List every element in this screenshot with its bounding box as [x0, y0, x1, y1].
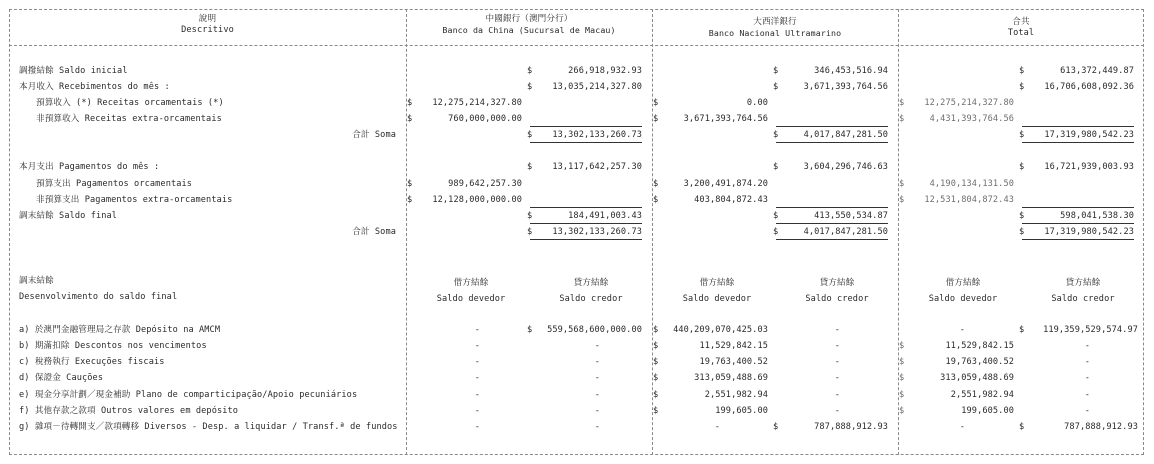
- currency-sign: $: [899, 179, 905, 189]
- col-credor-pt: Saldo credor: [1051, 294, 1115, 304]
- value-bnu-credor: -: [834, 357, 840, 367]
- value-boc-devedor: -: [474, 373, 480, 383]
- value-total-pag-orc: 4,190,134,131.50: [929, 179, 1014, 189]
- value-boc-receitas-orc: 12,275,214,327.80: [432, 98, 522, 108]
- currency-sign: $: [1019, 130, 1025, 140]
- sum-rule: [1022, 126, 1134, 127]
- value-bnu-receitas-orc: 0.00: [746, 98, 768, 108]
- value-boc-recebimentos: 13,035,214,327.80: [552, 82, 642, 92]
- value-bnu-devedor: -: [714, 422, 720, 432]
- currency-sign: $: [773, 66, 779, 76]
- currency-sign: $: [899, 373, 905, 383]
- value-boc-devedor: -: [474, 390, 480, 400]
- currency-sign: $: [1019, 422, 1025, 432]
- header-total-zh: 合共: [1012, 17, 1030, 27]
- value-boc-credor: -: [594, 357, 600, 367]
- value-total-devedor: -: [959, 422, 965, 432]
- col-devedor-pt: Saldo devedor: [682, 294, 752, 304]
- value-boc-credor: -: [594, 406, 600, 416]
- value-total-saldo-final: 598,041,538.30: [1060, 211, 1134, 221]
- value-bnu-devedor: 2,551,982.94: [704, 390, 768, 400]
- value-total-credor: -: [1084, 341, 1090, 351]
- currency-sign: $: [653, 195, 659, 205]
- col-devedor-zh: 借方結餘: [453, 278, 489, 288]
- sum-rule: [1022, 142, 1134, 143]
- value-total-soma: 17,319,980,542.23: [1044, 227, 1134, 237]
- value-boc-credor: -: [594, 373, 600, 383]
- value-bnu-soma: 4,017,847,281.50: [803, 130, 888, 140]
- value-total-devedor: 199,605.00: [961, 406, 1014, 416]
- value-total-credor: -: [1084, 390, 1090, 400]
- value-bnu-credor: 787,888,912.93: [814, 422, 888, 432]
- value-bnu-devedor: 313,059,488.69: [694, 373, 768, 383]
- sum-rule: [530, 223, 642, 224]
- value-bnu-receitas-extra: 3,671,393,764.56: [683, 114, 768, 124]
- value-boc-devedor: -: [474, 406, 480, 416]
- currency-sign: $: [899, 406, 905, 416]
- value-boc-credor: -: [594, 422, 600, 432]
- currency-sign: $: [899, 357, 905, 367]
- currency-sign: $: [773, 211, 779, 221]
- currency-sign: $: [1019, 325, 1025, 335]
- col-devedor-zh: 借方結餘: [699, 278, 735, 288]
- row-label-soma: 合計 Soma: [352, 227, 396, 237]
- currency-sign: $: [653, 357, 659, 367]
- currency-sign: $: [773, 82, 779, 92]
- value-total-devedor: -: [959, 325, 965, 335]
- header-boc-pt: Banco da China (Sucursal de Macau): [442, 25, 616, 35]
- currency-sign: $: [527, 325, 533, 335]
- currency-sign: $: [407, 195, 413, 205]
- row-label-d: d) 保證金 Cauções: [19, 373, 104, 383]
- value-total-pagamentos: 16,721,939,003.93: [1044, 162, 1134, 172]
- currency-sign: $: [653, 406, 659, 416]
- currency-sign: $: [1019, 227, 1025, 237]
- currency-sign: $: [773, 130, 779, 140]
- header-boc-zh: 中國銀行（澳門分行）: [485, 14, 573, 24]
- currency-sign: $: [653, 390, 659, 400]
- col-credor-pt: Saldo credor: [559, 294, 623, 304]
- value-boc-devedor: -: [474, 357, 480, 367]
- value-total-credor: -: [1084, 357, 1090, 367]
- value-boc-pagamentos: 13,117,642,257.30: [552, 162, 642, 172]
- section-title-zh: 調末結餘: [19, 276, 54, 286]
- currency-sign: $: [899, 195, 905, 205]
- sum-rule: [530, 207, 642, 208]
- header-descritivo-pt: Descritivo: [181, 25, 234, 35]
- header-divider: [9, 45, 1144, 46]
- currency-sign: $: [527, 162, 533, 172]
- row-label-soma: 合計 Soma: [352, 130, 396, 140]
- value-bnu-devedor: 440,209,070,425.03: [673, 325, 768, 335]
- value-boc-soma: 13,302,133,260.73: [552, 227, 642, 237]
- row-label-pagamentos-extra: 非預算支出 Pagamentos extra-orcamentais: [36, 195, 233, 205]
- currency-sign: $: [653, 114, 659, 124]
- currency-sign: $: [1019, 66, 1025, 76]
- value-boc-devedor: -: [474, 325, 480, 335]
- row-label-pagamentos-orc: 預算支出 Pagamentos orcamentais: [36, 179, 193, 189]
- row-label-recebimentos: 本月收入 Recebimentos do mês :: [19, 82, 170, 92]
- sum-rule: [530, 239, 642, 240]
- value-bnu-pagamentos: 3,604,296,746.63: [803, 162, 888, 172]
- value-bnu-saldo-inicial: 346,453,516.94: [814, 66, 888, 76]
- header-total-pt: Total: [1007, 28, 1035, 38]
- currency-sign: $: [1019, 162, 1025, 172]
- currency-sign: $: [773, 422, 779, 432]
- value-total-devedor: 313,059,488.69: [940, 373, 1014, 383]
- value-bnu-devedor: 199,605.00: [715, 406, 768, 416]
- currency-sign: $: [773, 227, 779, 237]
- value-bnu-credor: -: [834, 373, 840, 383]
- value-total-soma: 17,319,980,542.23: [1044, 130, 1134, 140]
- value-bnu-soma: 4,017,847,281.50: [803, 227, 888, 237]
- currency-sign: $: [899, 390, 905, 400]
- sum-rule: [776, 239, 888, 240]
- value-total-devedor: 19,763,400.52: [945, 357, 1014, 367]
- value-boc-saldo-inicial: 266,918,932.93: [568, 66, 642, 76]
- value-boc-credor: -: [594, 390, 600, 400]
- row-label-g: g) 雜項－待轉開支／款項轉移 Diversos - Desp. a liquidar / Transf.ª de fundos: [19, 422, 398, 432]
- row-label-receitas-extra: 非預算收入 Receitas extra-orcamentais: [36, 114, 222, 124]
- row-label-b: b) 期滿扣除 Descontos nos vencimentos: [19, 341, 207, 351]
- value-bnu-credor: -: [834, 325, 840, 335]
- value-boc-pag-extra: 12,128,000,000.00: [432, 195, 522, 205]
- row-label-f: f) 其他存款之款項 Outros valores em depósito: [19, 406, 239, 416]
- value-boc-devedor: -: [474, 341, 480, 351]
- currency-sign: $: [653, 341, 659, 351]
- currency-sign: $: [653, 98, 659, 108]
- value-bnu-pag-orc: 3,200,491,874.20: [683, 179, 768, 189]
- value-boc-soma: 13,302,133,260.73: [552, 130, 642, 140]
- currency-sign: $: [653, 373, 659, 383]
- col-credor-pt: Saldo credor: [805, 294, 869, 304]
- col-credor-zh: 貸方結餘: [819, 278, 855, 288]
- currency-sign: $: [407, 179, 413, 189]
- sum-rule: [776, 223, 888, 224]
- value-total-credor: 787,888,912.93: [1064, 422, 1138, 432]
- value-bnu-saldo-final: 413,550,534.87: [814, 211, 888, 221]
- value-total-pag-extra: 12,531,804,872.43: [924, 195, 1014, 205]
- value-total-credor: -: [1084, 406, 1090, 416]
- sum-rule: [1022, 239, 1134, 240]
- sum-rule: [1022, 207, 1134, 208]
- column-divider: [898, 9, 899, 455]
- value-boc-receitas-extra: 760,000,000.00: [448, 114, 522, 124]
- row-label-pagamentos: 本月支出 Pagamentos do mês :: [19, 162, 160, 172]
- value-total-credor: -: [1084, 373, 1090, 383]
- value-bnu-recebimentos: 3,671,393,764.56: [803, 82, 888, 92]
- currency-sign: $: [527, 130, 533, 140]
- row-label-a: a) 於澳門金融管理局之存款 Depósito na AMCM: [19, 325, 221, 335]
- sum-rule: [776, 207, 888, 208]
- currency-sign: $: [527, 227, 533, 237]
- value-boc-credor: 559,568,600,000.00: [547, 325, 642, 335]
- row-label-saldo-final: 調末結餘 Saldo final: [19, 211, 118, 221]
- header-bnu-pt: Banco Nacional Ultramarino: [708, 28, 842, 38]
- sum-rule: [1022, 223, 1134, 224]
- value-boc-saldo-final: 184,491,003.43: [568, 211, 642, 221]
- value-total-devedor: 2,551,982.94: [950, 390, 1014, 400]
- value-total-recebimentos: 16,706,608,092.36: [1044, 82, 1134, 92]
- value-bnu-credor: -: [834, 406, 840, 416]
- col-devedor-pt: Saldo devedor: [928, 294, 998, 304]
- value-total-receitas-orc: 12,275,214,327.80: [924, 98, 1014, 108]
- currency-sign: $: [1019, 82, 1025, 92]
- currency-sign: $: [653, 179, 659, 189]
- row-label-receitas-orcamentais: 預算收入 (*) Receitas orcamentais (*): [36, 98, 224, 108]
- currency-sign: $: [899, 98, 905, 108]
- col-credor-zh: 貸方結餘: [573, 278, 609, 288]
- value-bnu-credor: -: [834, 341, 840, 351]
- row-label-e: e) 現金分享計劃／現金補助 Plano de comparticipação/Apoio pecuniários: [19, 390, 358, 400]
- header-descritivo-zh: 說明: [198, 14, 217, 24]
- sum-rule: [776, 142, 888, 143]
- col-credor-zh: 貸方結餘: [1065, 278, 1101, 288]
- row-label-saldo-inicial: 調撥結餘 Saldo inicial: [19, 66, 128, 76]
- col-devedor-zh: 借方結餘: [945, 278, 981, 288]
- row-label-c: c) 稅務執行 Execuções fiscais: [19, 357, 165, 367]
- section-title-pt: Desenvolvimento do saldo final: [19, 292, 178, 302]
- value-bnu-credor: -: [834, 390, 840, 400]
- currency-sign: $: [407, 114, 413, 124]
- value-boc-pag-orc: 989,642,257.30: [448, 179, 522, 189]
- sum-rule: [776, 126, 888, 127]
- currency-sign: $: [527, 82, 533, 92]
- currency-sign: $: [899, 114, 905, 124]
- currency-sign: $: [1019, 211, 1025, 221]
- value-bnu-devedor: 11,529,842.15: [699, 341, 768, 351]
- value-total-receitas-extra: 4,431,393,764.56: [929, 114, 1014, 124]
- value-boc-devedor: -: [474, 422, 480, 432]
- sum-rule: [530, 126, 642, 127]
- column-divider: [406, 9, 407, 455]
- currency-sign: $: [653, 325, 659, 335]
- value-bnu-devedor: 19,763,400.52: [699, 357, 768, 367]
- currency-sign: $: [527, 66, 533, 76]
- currency-sign: $: [899, 341, 905, 351]
- value-total-saldo-inicial: 613,372,449.87: [1060, 66, 1134, 76]
- currency-sign: $: [773, 162, 779, 172]
- currency-sign: $: [407, 98, 413, 108]
- header-bnu-zh: 大西洋銀行: [753, 17, 797, 27]
- sum-rule: [530, 142, 642, 143]
- value-total-devedor: 11,529,842.15: [945, 341, 1014, 351]
- column-divider: [652, 9, 653, 455]
- currency-sign: $: [527, 211, 533, 221]
- value-bnu-pag-extra: 403,804,872.43: [694, 195, 768, 205]
- value-boc-credor: -: [594, 341, 600, 351]
- col-devedor-pt: Saldo devedor: [436, 294, 506, 304]
- value-total-credor: 119,359,529,574.97: [1043, 325, 1138, 335]
